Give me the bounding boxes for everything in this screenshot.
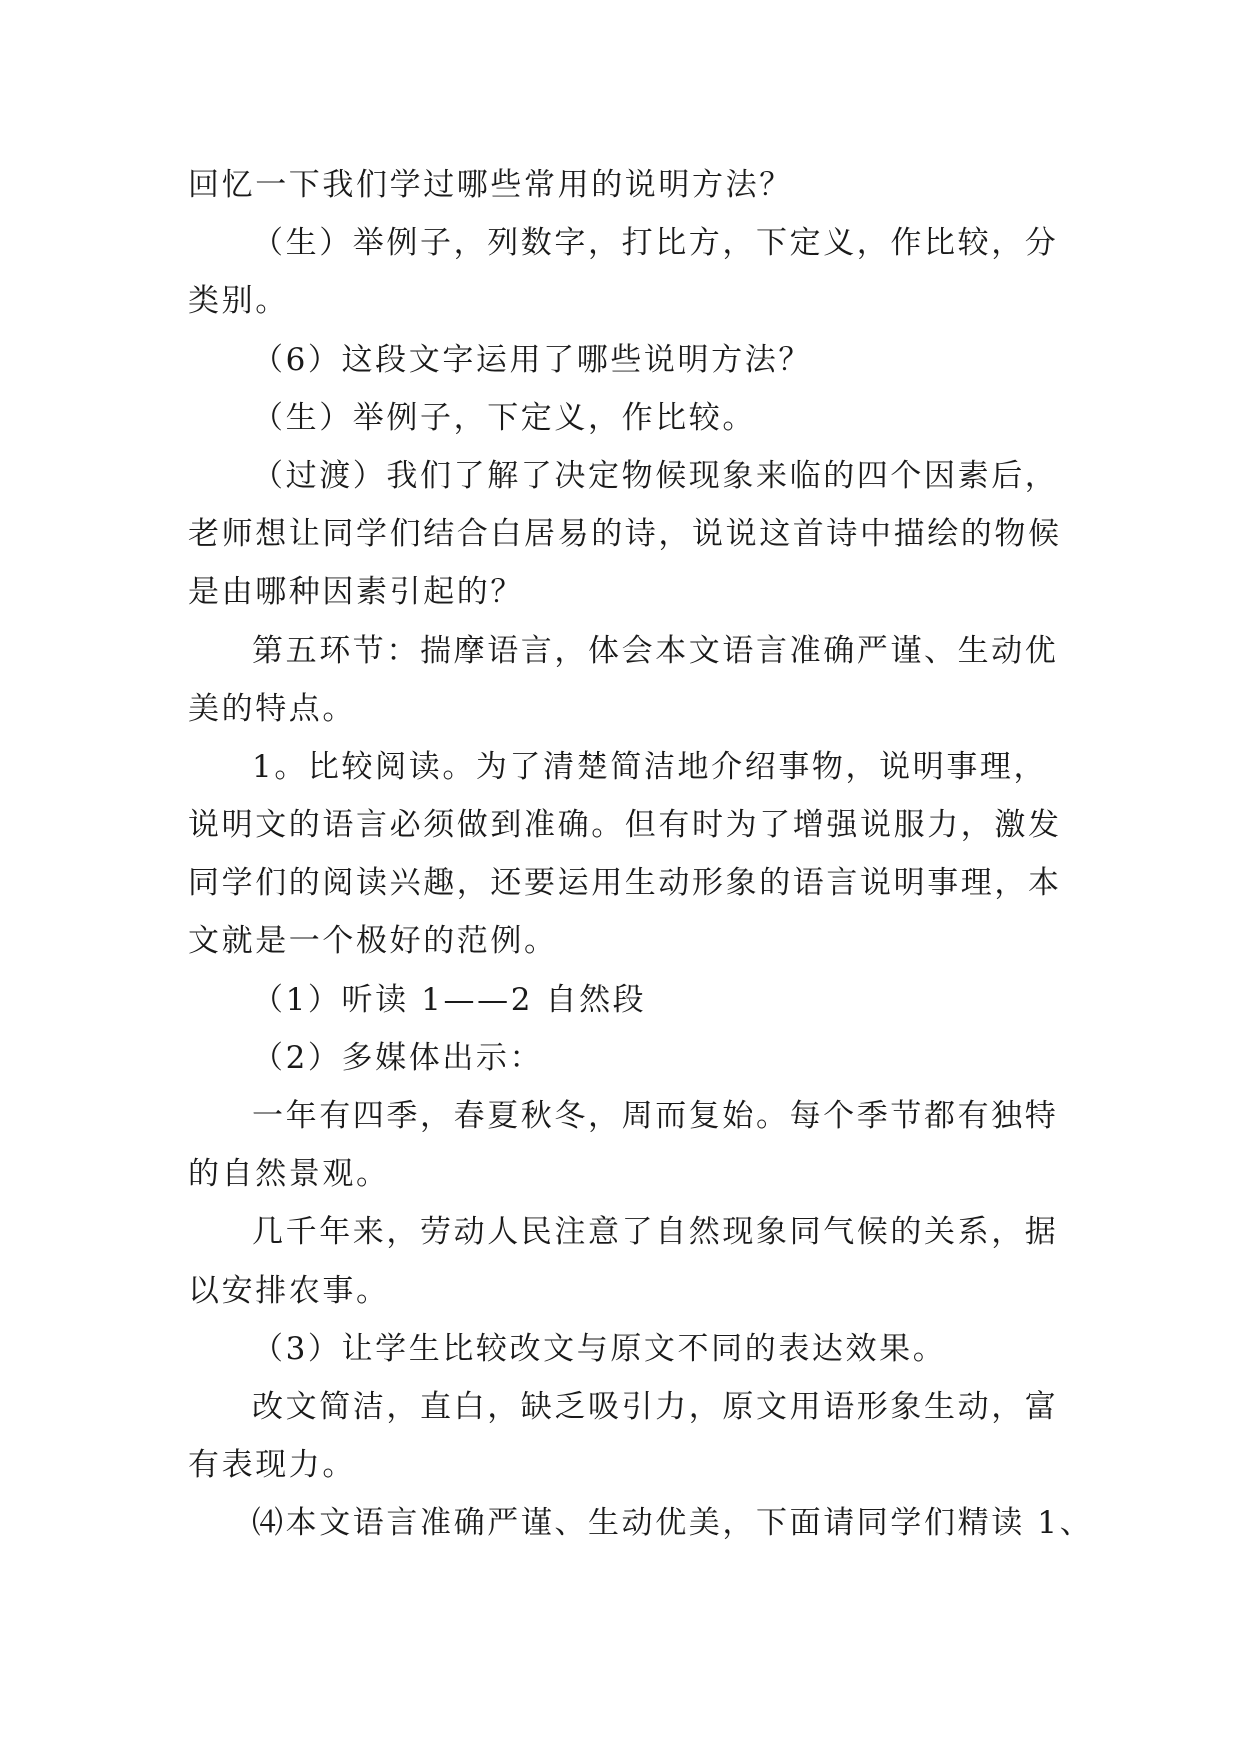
text-line: 有表现力。 bbox=[188, 1447, 356, 1484]
text-line: 1。比较阅读。为了清楚简洁地介绍事物，说明事理， bbox=[252, 748, 1048, 785]
text-line: 美的特点。 bbox=[188, 690, 356, 727]
text-line: 老师想让同学们结合白居易的诗，说说这首诗中描绘的物候 bbox=[188, 516, 1062, 553]
text-line: 改文简洁，直白，缺乏吸引力，原文用语形象生动，富 bbox=[252, 1388, 1059, 1425]
text-line: （生）举例子，下定义，作比较。 bbox=[252, 399, 756, 436]
text-line: ⑷本文语言准确严谨、生动优美，下面请同学们精读 1、 bbox=[252, 1505, 1094, 1542]
text-line: 说明文的语言必须做到准确。但有时为了增强说服力，激发 bbox=[188, 807, 1062, 844]
text-line: 回忆一下我们学过哪些常用的说明方法？ bbox=[188, 167, 793, 203]
text-line: 一年有四季，春夏秋冬，周而复始。每个季节都有独特 bbox=[252, 1098, 1059, 1134]
document-body bbox=[188, 156, 1094, 1553]
text-line: 第五环节：揣摩语言，体会本文语言准确严谨、生动优 bbox=[252, 632, 1059, 669]
text-line: （生）举例子，列数字，打比方，下定义，作比较，分 bbox=[252, 225, 1059, 262]
text-line: （过渡）我们了解了决定物候现象来临的四个因素后， bbox=[252, 457, 1059, 494]
text-line: 文就是一个极好的范例。 bbox=[188, 923, 558, 960]
text-line: 是由哪种因素引起的？ bbox=[188, 574, 524, 611]
text-line: （6）这段文字运用了哪些说明方法？ bbox=[252, 341, 812, 378]
text-line: 几千年来，劳动人民注意了自然现象同气候的关系，据 bbox=[252, 1214, 1059, 1251]
text-line: （3）让学生比较改文与原文不同的表达效果。 bbox=[252, 1330, 947, 1367]
text-line: 类别。 bbox=[188, 283, 289, 320]
text-line: （2）多媒体出示： bbox=[252, 1039, 544, 1076]
text-line: 以安排农事。 bbox=[188, 1272, 390, 1309]
text-line: 同学们的阅读兴趣，还要运用生动形象的语言说明事理，本 bbox=[188, 865, 1062, 902]
text-line: （1）听读 1——2 自然段 bbox=[252, 981, 647, 1018]
text-line: 的自然景观。 bbox=[188, 1156, 390, 1193]
